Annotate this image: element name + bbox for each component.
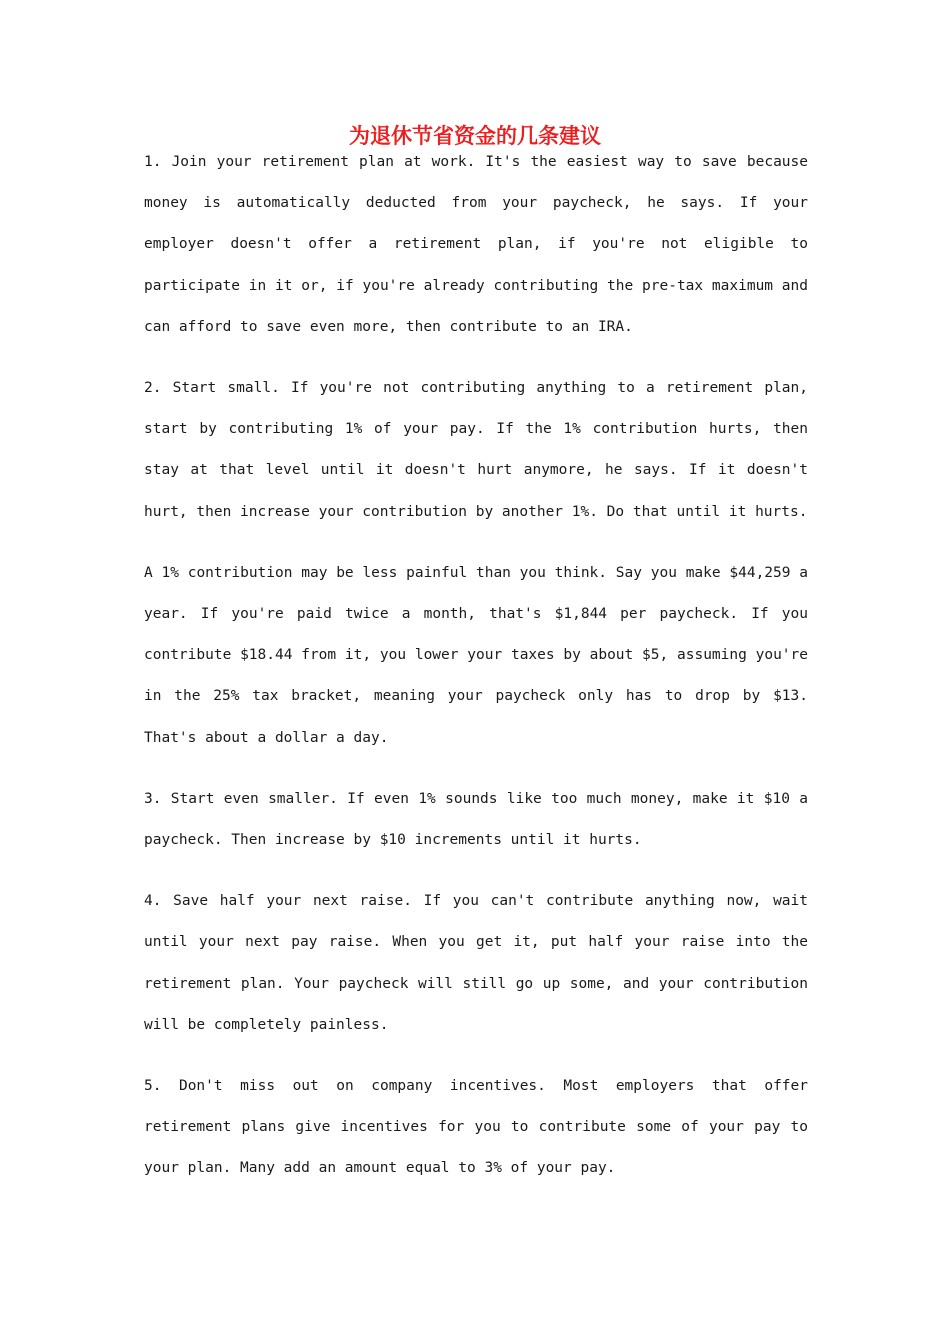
paragraph-tip-1: 1. Join your retirement plan at work. It's the easiest way to save because money is automatically deducted from your paycheck, he says. If your employer doesn't offer a retirement plan, if you're not eligible to participate in it or, if you're already contributing the pre-tax maximum and can afford to save even more, then contribute to an IRA. [144, 154, 808, 335]
paragraph-tip-3: 3. Start even smaller. If even 1% sounds like too much money, make it $10 a paycheck. Then increase by $10 increments until it hurts. [144, 790, 808, 849]
paragraph-example: A 1% contribution may be less painful than you think. Say you make $44,259 a year. If you're paid twice a month, that's $1,844 per paycheck. If you contribute $18.44 from it, you lower your taxes by about $5, assuming you're in the 25% tax bracket, meaning your paycheck only has to drop by $13. That's about a dollar a day. [144, 564, 808, 746]
paragraph-tip-4: 4. Save half your next raise. If you can't contribute anything now, wait until your next pay raise. When you get it, put half your raise into the retirement plan. Your paycheck will still go up some, and your contribution will be completely painless. [144, 893, 808, 1033]
paragraph-tip-5: 5. Don't miss out on company incentives. Most employers that offer retirement plans give incentives for you to contribute some of your pay to your plan. Many add an amount equal to 3% of your pay. [144, 1078, 808, 1177]
document-body [144, 142, 808, 1210]
paragraph-tip-2: 2. Start small. If you're not contributing anything to a retirement plan, start by contributing 1% of your pay. If the 1% contribution hurts, then stay at that level until it doesn't hurt anymore, he says. If it doesn't hurt, then increase your contribution by another 1%. Do that until it hurts. [144, 380, 808, 520]
document-title: 为退休节省资金的几条建议 [349, 124, 601, 148]
